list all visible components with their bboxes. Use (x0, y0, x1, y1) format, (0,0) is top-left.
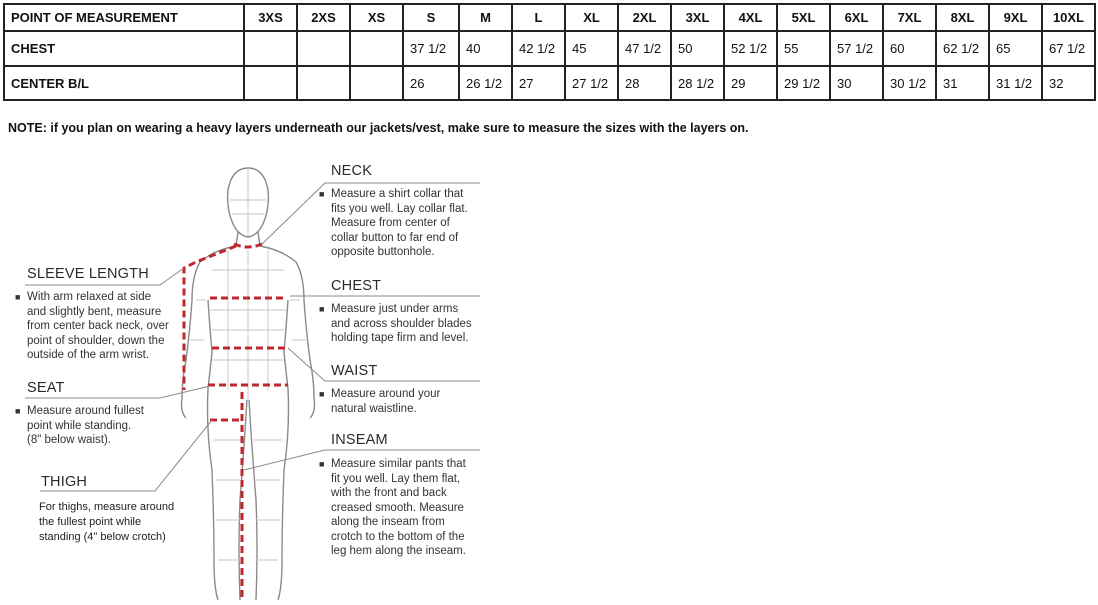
header-cell: XL (565, 4, 618, 31)
description-line: the fullest point while (39, 516, 142, 528)
table-cell: 60 (883, 31, 936, 66)
header-cell: 7XL (883, 4, 936, 31)
header-cell: 6XL (830, 4, 883, 31)
description-line: Measure from center of (331, 217, 450, 229)
table-cell: 65 (989, 31, 1042, 66)
table-cell: 28 (618, 66, 671, 100)
table-cell: 47 1/2 (618, 31, 671, 66)
header-cell: 3XL (671, 4, 724, 31)
body-contour-lines (190, 168, 306, 560)
table-cell: 40 (459, 31, 512, 66)
description-line: holding tape firm and level. (331, 332, 469, 344)
description-line: collar button to far end of (331, 231, 459, 244)
table-cell: 67 1/2 (1042, 31, 1095, 66)
table-cell: 30 1/2 (883, 66, 936, 100)
description-line: fit you well. Lay them flat, (331, 472, 461, 485)
bullet-icon: ■ (319, 389, 325, 399)
header-cell: 9XL (989, 4, 1042, 31)
description-line: Measure around your (331, 388, 441, 400)
header-cell: S (403, 4, 459, 31)
table-cell: 45 (565, 31, 618, 66)
waist-description (319, 387, 441, 416)
description-line: natural waistline. (331, 402, 417, 415)
description-line: opposite buttonhole. (331, 246, 435, 258)
table-cell: 32 (1042, 66, 1095, 100)
description-line: fits you well. Lay collar flat. (331, 202, 468, 215)
header-cell: L (512, 4, 565, 31)
table-cell (297, 66, 350, 100)
table-cell: 26 1/2 (459, 66, 512, 100)
header-cell: 10XL (1042, 4, 1095, 31)
table-cell: 28 1/2 (671, 66, 724, 100)
table-cell: 29 1/2 (777, 66, 830, 100)
inseam-heading: INSEAM (331, 432, 388, 448)
description-line: Measure a shirt collar that (331, 188, 464, 200)
description-line: along the inseam from (331, 516, 445, 528)
neck-description (319, 187, 468, 260)
table-header-row (4, 4, 1095, 31)
size-chart-table (3, 3, 1096, 101)
description-line: point while standing. (27, 419, 132, 432)
description-line: point of shoulder, down the (27, 334, 165, 347)
table-cell (350, 66, 403, 100)
header-cell: 4XL (724, 4, 777, 31)
description-line: With arm relaxed at side (27, 291, 151, 303)
sleeve-length-description (15, 290, 169, 363)
row-label: CHEST (4, 31, 244, 66)
table-cell: 27 (512, 66, 565, 100)
header-cell: XS (350, 4, 403, 31)
table-cell: 37 1/2 (403, 31, 459, 66)
description-line: Measure just under arms (331, 303, 459, 315)
table-cell: 55 (777, 31, 830, 66)
description-line: leg hem along the inseam. (331, 545, 466, 557)
table-row-center-bl (4, 66, 1095, 100)
table-cell: 57 1/2 (830, 31, 883, 66)
seat-heading: SEAT (27, 380, 65, 396)
header-cell: 8XL (936, 4, 989, 31)
thigh-description (39, 500, 174, 545)
table-cell: 29 (724, 66, 777, 100)
chest-description (319, 302, 472, 346)
table-cell (297, 31, 350, 66)
thigh-heading: THIGH (41, 474, 88, 490)
header-cell: M (459, 4, 512, 31)
description-line: outside of the arm wrist. (27, 349, 150, 361)
table-cell: 26 (403, 66, 459, 100)
inseam-description (319, 457, 466, 559)
description-line: with the front and back (331, 487, 447, 499)
table-cell: 50 (671, 31, 724, 66)
neck-measure-line (234, 244, 262, 247)
description-line: Measure around fullest (27, 405, 144, 417)
measurement-lines (184, 244, 288, 600)
table-cell: 31 (936, 66, 989, 100)
table-cell: 62 1/2 (936, 31, 989, 66)
table-cell: 31 1/2 (989, 66, 1042, 100)
header-cell: 3XS (244, 4, 297, 31)
description-line: creased smooth. Measure (331, 501, 464, 514)
header-cell: POINT OF MEASUREMENT (4, 4, 244, 31)
bullet-icon: ■ (15, 292, 21, 302)
bullet-icon: ■ (15, 406, 21, 416)
description-line: (8" below waist). (27, 434, 111, 446)
description-line: For thighs, measure around (39, 501, 175, 513)
table-row-chest (4, 31, 1095, 66)
header-cell: 2XS (297, 4, 350, 31)
description-line: standing (4" below crotch) (39, 531, 166, 543)
waist-heading: WAIST (331, 363, 378, 379)
bullet-icon: ■ (319, 189, 325, 199)
table-cell: 30 (830, 66, 883, 100)
row-label: CENTER B/L (4, 66, 244, 100)
table-cell: 27 1/2 (565, 66, 618, 100)
description-line: and slightly bent, measure (27, 305, 162, 318)
bullet-icon: ■ (319, 459, 325, 469)
description-line: and across shoulder blades (331, 317, 472, 330)
description-line: crotch to the bottom of the (331, 530, 465, 543)
bullet-icon: ■ (319, 304, 325, 314)
table-cell: 52 1/2 (724, 31, 777, 66)
description-line: from center back neck, over (27, 320, 169, 332)
table-cell (244, 31, 297, 66)
header-cell: 2XL (618, 4, 671, 31)
seat-description (15, 404, 144, 448)
sleeve-length-heading: SLEEVE LENGTH (27, 266, 149, 282)
table-cell (244, 66, 297, 100)
neck-heading: NECK (331, 163, 373, 179)
table-cell: 42 1/2 (512, 31, 565, 66)
layering-note: NOTE: if you plan on wearing a heavy layers underneath our jackets/vest, make sure to measure the sizes with the layers on. (8, 121, 749, 135)
table-cell (350, 31, 403, 66)
header-cell: 5XL (777, 4, 830, 31)
description-line: Measure similar pants that (331, 458, 466, 470)
chest-heading: CHEST (331, 278, 382, 294)
